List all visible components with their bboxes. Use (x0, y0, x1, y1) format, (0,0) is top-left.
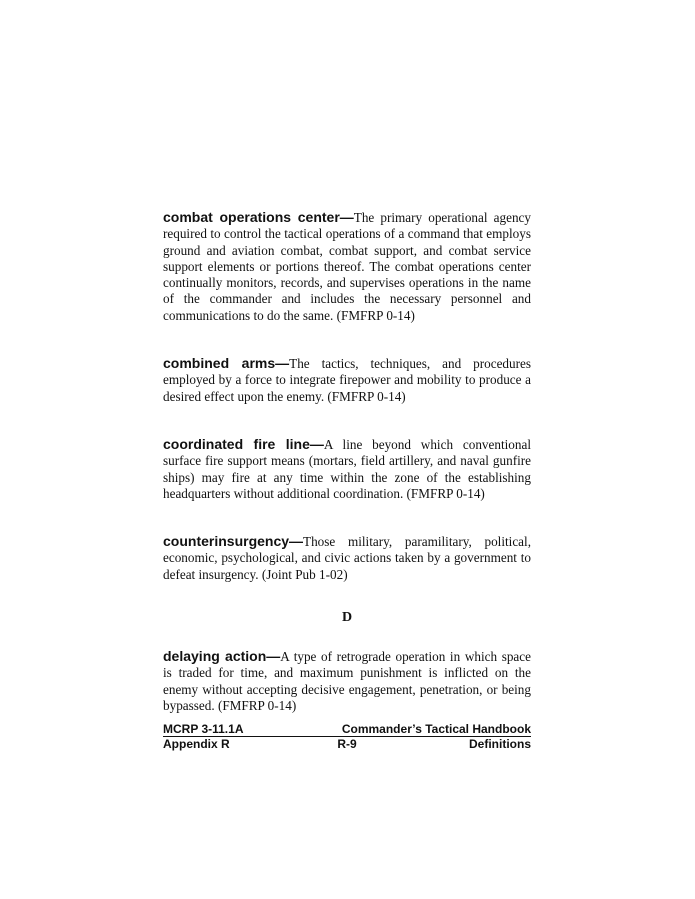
glossary-entry (163, 355, 531, 405)
footer-top-row (163, 722, 531, 736)
glossary-term: combined arms— (163, 355, 290, 372)
glossary-definition: A type of retrograde operation in which space is traded for time, and maximum punishment is inflicted on the enemy without accepting decisive engagement, penetration, or being bypassed. (FMFRP 0-14) (163, 649, 531, 713)
publication-number: MCRP 3-11.1A (163, 722, 244, 736)
page-number: R-9 (337, 737, 357, 751)
glossary-term: combat operations center— (163, 209, 354, 225)
glossary-definition: The primary operational agency required to control the tactical operations of a command that employs ground and aviation combat, combat support, and combat service support elements or portions thereof. The combat operations center continually monitors, records, and supervises operations in the name of the commander and includes the necessary personnel and communications to do the same. (FMFRP 0-14) (163, 210, 531, 323)
glossary-entry (163, 436, 531, 502)
appendix-label: Appendix R (163, 737, 230, 751)
section-letter-heading: D (341, 610, 353, 626)
glossary-entry (163, 533, 531, 583)
glossary-definition: A line beyond which conventional surface fire support means (mortars, field artillery, and naval gunfire ships) may fire at any time within the zone of the establishing headquarters without additional coordination. (FMFRP 0-14) (163, 436, 531, 501)
handbook-title: Commander’s Tactical Handbook (341, 722, 531, 736)
glossary-entry (163, 648, 531, 714)
glossary-definition: The tactics, techniques, and procedures employed by a force to integrate firepower and mobility to produce a desired effect upon the enemy. (FMFRP 0-14) (163, 356, 531, 404)
glossary-term: counterinsurgency— (163, 533, 304, 550)
glossary-term: coordinated fire line— (163, 435, 324, 452)
glossary-entry (163, 209, 531, 324)
page-footer (163, 722, 531, 751)
glossary-definition: Those military, paramilitary, political, economic, psychological, and civic actions taken by a government to defeat insurgency. (Joint Pub 1-02) (163, 534, 531, 582)
section-title: Definitions (469, 737, 531, 751)
footer-bottom-row (163, 737, 531, 751)
glossary-term: delaying action— (163, 648, 281, 665)
glossary-content (163, 209, 531, 714)
